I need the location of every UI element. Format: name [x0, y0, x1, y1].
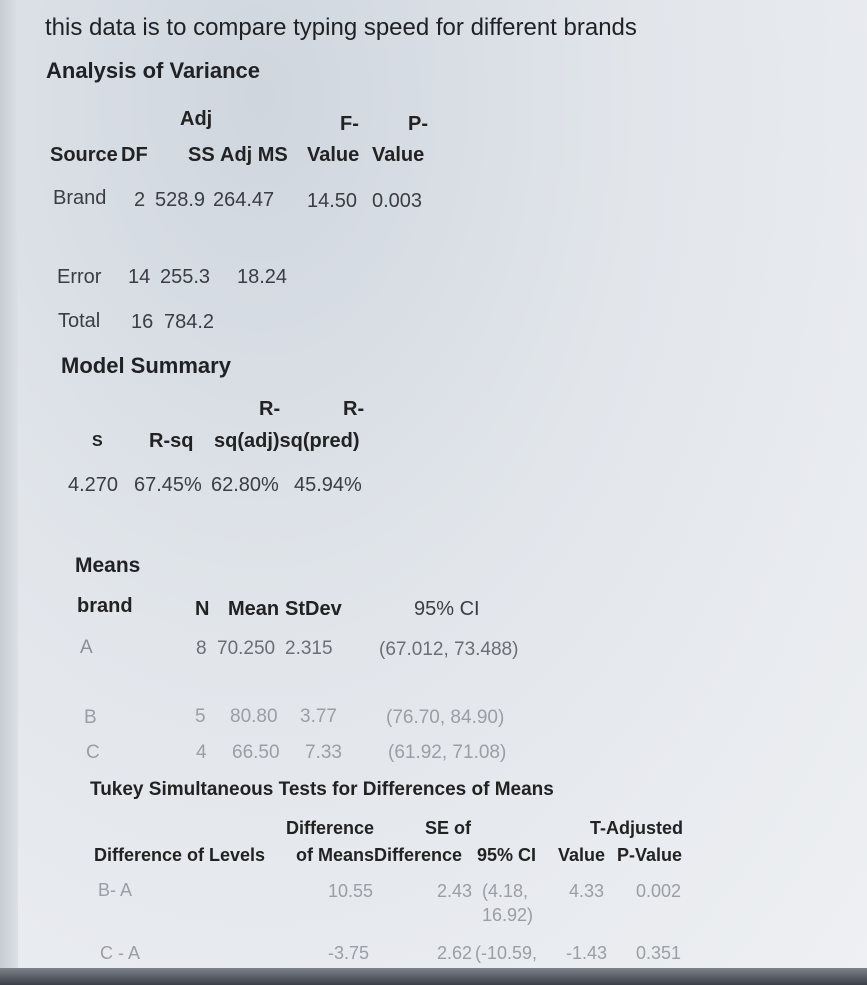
ms-value-pred: 45.94%: [294, 474, 362, 496]
anova-brand-ms: 264.47: [213, 189, 275, 211]
anova-heading: Analysis of Variance: [46, 58, 260, 83]
means-heading: Means: [75, 554, 141, 577]
tukey-row2-t: -1.43: [566, 943, 608, 963]
means-row-c-stdev: 7.33: [305, 742, 342, 763]
anova-brand-p: 0.003: [372, 190, 423, 212]
means-row-a-stdev: 2.315: [285, 638, 333, 659]
ms-value-adj: 62.80%: [211, 474, 279, 496]
tukey-row1-t: 4.33: [569, 881, 605, 901]
tukey-row1-ci2: 16.92): [482, 905, 534, 925]
ms-header-rsq: R-sq: [149, 430, 194, 452]
tukey-row2-ci1: (-10.59,: [475, 943, 538, 963]
page-title: this data is to compare typing speed for different brands: [45, 14, 637, 41]
means-row-b-brand: B: [84, 707, 97, 728]
ms-header-r2: R-: [343, 398, 365, 420]
means-row-a-ci: (67.012, 73.488): [379, 639, 519, 660]
anova-header-df: DF: [121, 144, 148, 166]
anova-header-pvalue: Value: [372, 144, 425, 166]
tukey-row1-diff: 10.55: [328, 881, 374, 901]
anova-error-label: Error: [57, 266, 102, 288]
anova-header-adjms: Adj MS: [220, 144, 288, 166]
anova-error-ms: 18.24: [237, 266, 288, 288]
tukey-row1-ci1: (4.18,: [482, 881, 529, 901]
tukey-heading: Tukey Simultaneous Tests for Differences of Means: [90, 779, 554, 800]
ms-header-s: S: [92, 433, 103, 450]
tukey-header-diff: Difference: [286, 818, 375, 838]
means-row-b-n: 5: [195, 706, 206, 727]
means-header-mean: Mean: [228, 598, 280, 620]
ms-value-rsq: 67.45%: [134, 474, 202, 496]
ms-header-r1: R-: [259, 398, 281, 420]
monitor-bezel-left: [0, 0, 18, 985]
tukey-header-se: SE of: [425, 818, 472, 838]
model-summary-heading: Model Summary: [61, 353, 231, 378]
means-row-a-brand: A: [80, 637, 93, 658]
anova-header-f: F-: [340, 113, 359, 135]
tukey-header-means: of MeansDifference: [296, 845, 463, 865]
means-header-ci: 95% CI: [414, 598, 480, 620]
anova-header-ss: SS: [188, 144, 215, 166]
anova-total-ss: 784.2: [164, 311, 215, 333]
means-header-brand: brand: [77, 595, 133, 617]
tukey-header-tadj: T-Adjusted: [590, 818, 683, 838]
tukey-header-value: Value: [558, 845, 606, 865]
monitor-bezel-bottom: [0, 968, 867, 985]
means-row-b-ci: (76.70, 84.90): [386, 707, 505, 728]
anova-header-adj: Adj: [180, 108, 213, 130]
ms-value-s: 4.270: [68, 474, 119, 496]
tukey-row2-levels: C - A: [100, 943, 141, 963]
anova-brand-ss: 528.9: [155, 189, 206, 211]
means-row-c-mean: 66.50: [232, 742, 280, 763]
anova-header-p: P-: [408, 113, 428, 135]
anova-total-df: 16: [131, 311, 154, 333]
means-row-c-n: 4: [196, 742, 207, 763]
anova-error-df: 14: [128, 266, 151, 288]
tukey-row1-se: 2.43: [437, 881, 473, 901]
means-header-n: N: [195, 598, 210, 620]
means-row-c-ci: (61.92, 71.08): [388, 742, 507, 763]
means-row-a-n: 8: [196, 638, 207, 659]
tukey-header-levels: Difference of Levels: [94, 845, 266, 865]
anova-header-fvalue: Value: [307, 144, 360, 166]
means-row-b-stdev: 3.77: [300, 706, 337, 727]
anova-brand-df: 2: [134, 189, 146, 211]
anova-brand-f: 14.50: [307, 190, 358, 212]
means-row-c-brand: C: [86, 742, 100, 763]
anova-total-label: Total: [58, 310, 101, 332]
tukey-row2-p: 0.351: [636, 943, 682, 963]
anova-error-ss: 255.3: [160, 266, 211, 288]
anova-brand-label: Brand: [53, 187, 107, 209]
means-header-stdev: StDev: [285, 598, 342, 620]
tukey-row2-diff: -3.75: [328, 943, 370, 963]
means-row-a-mean: 70.250: [217, 638, 276, 659]
tukey-header-ci: 95% CI: [477, 845, 537, 865]
tukey-row2-se: 2.62: [437, 943, 473, 963]
tukey-row1-p: 0.002: [636, 881, 682, 901]
ms-header-adj-pred: sq(adj)sq(pred): [214, 430, 360, 452]
means-row-b-mean: 80.80: [230, 706, 278, 727]
tukey-header-pvalue: P-Value: [617, 845, 683, 865]
anova-header-source: Source: [50, 144, 118, 166]
tukey-row1-levels: B- A: [98, 880, 133, 900]
